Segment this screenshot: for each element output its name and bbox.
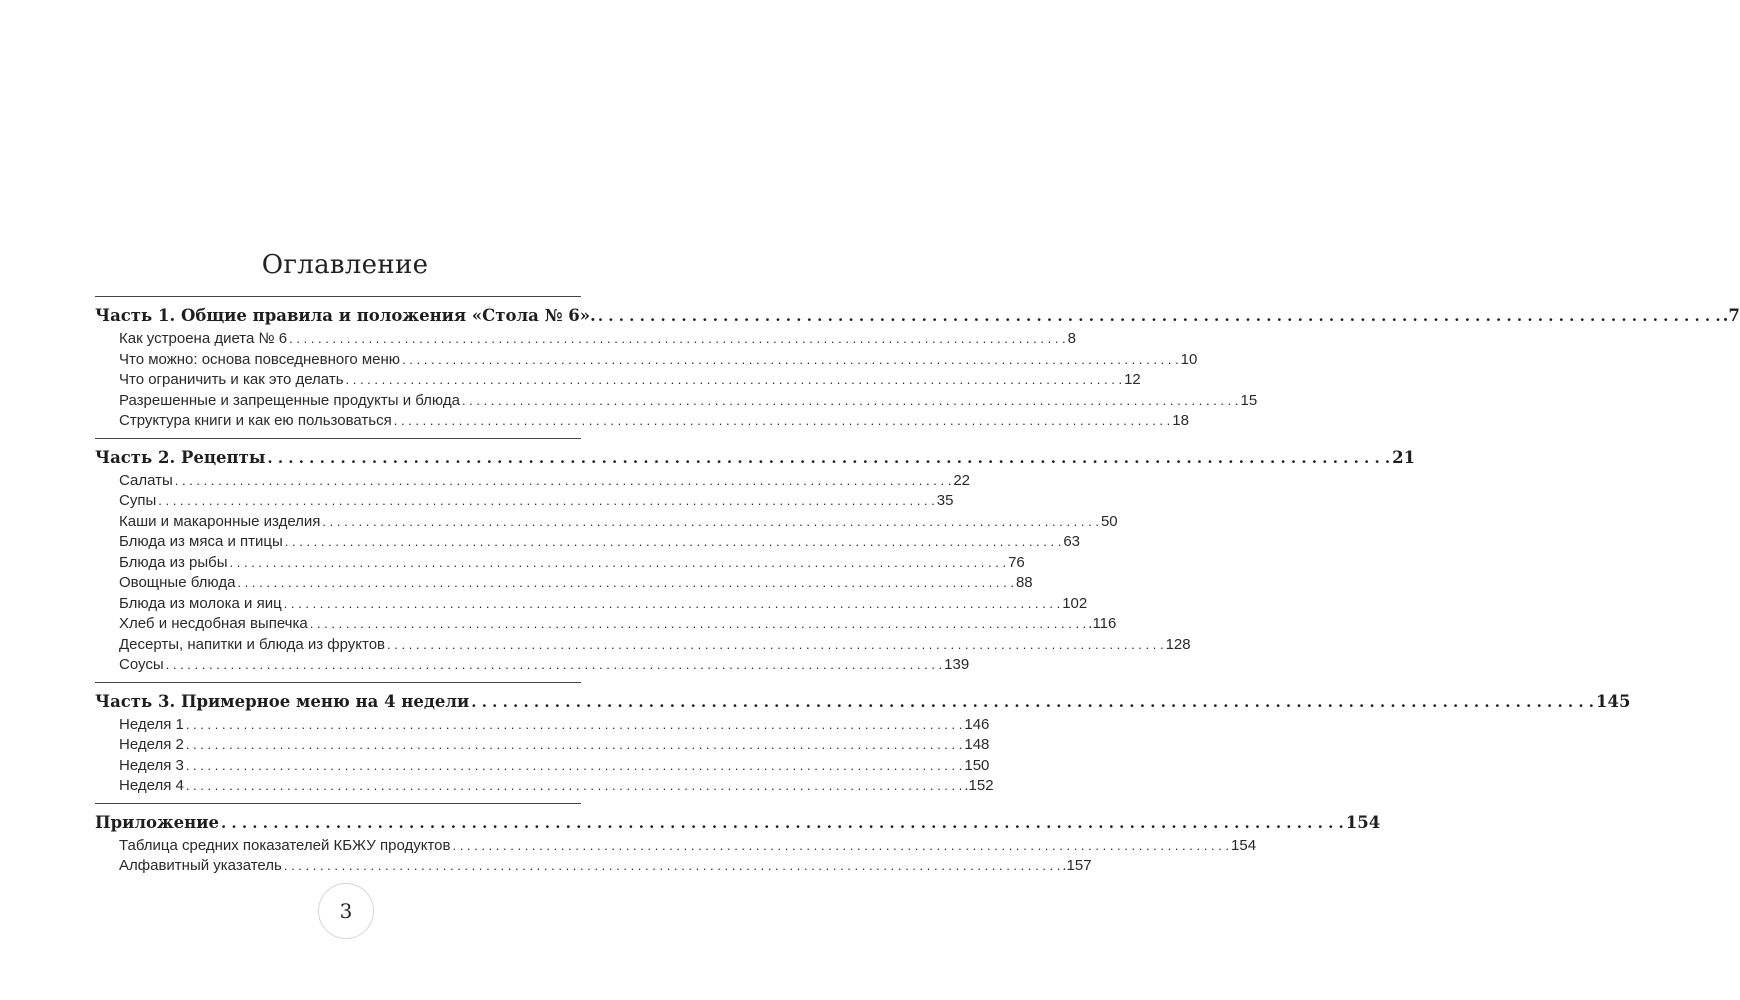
toc-part-heading[interactable] [95, 303, 1740, 329]
toc-item-label: Структура книги и как ею пользоваться [119, 412, 392, 429]
dot-leader [392, 411, 1173, 432]
toc-item-label: Салаты [119, 471, 173, 489]
toc-item-page: 8 [1067, 330, 1077, 347]
toc-part-label: Часть 1. Общие правила и положения «Стола № 6». [95, 306, 596, 325]
toc-item-label: Разрешенные и запрещенные продукты и блюда [119, 391, 460, 409]
toc-item-page: 150 [964, 756, 990, 774]
toc-part-heading[interactable] [95, 810, 1381, 836]
toc-item[interactable] [119, 532, 1081, 553]
toc-part-label: Часть 2. Рецепты [95, 447, 266, 467]
toc-item-label: Неделя 4 [119, 777, 184, 794]
toc-item-label: Неделя 3 [119, 756, 184, 774]
table-of-contents [95, 296, 1740, 883]
dot-leader [460, 391, 1241, 412]
dot-leader [282, 856, 1063, 877]
toc-item-label: Что можно: основа повседневного меню [119, 350, 401, 368]
toc-item[interactable] [119, 491, 954, 512]
toc-part-page: 21 [1392, 447, 1416, 467]
toc-item-page: 139 [944, 656, 970, 673]
toc-item-label: Соусы [119, 656, 164, 673]
toc-item-page: 63 [1063, 533, 1081, 550]
dot-leader [400, 350, 1181, 371]
toc-item[interactable] [119, 836, 1257, 857]
toc-part-page: 154 [1345, 812, 1381, 832]
dot-leader [308, 614, 1089, 635]
dot-leader [320, 512, 1101, 533]
toc-item[interactable] [119, 756, 990, 777]
toc-item-page: 22 [953, 471, 970, 489]
toc-part-page: .7 [1722, 306, 1740, 325]
toc-item[interactable] [119, 391, 1258, 412]
dot-leader [450, 836, 1231, 857]
toc-item[interactable] [119, 776, 994, 797]
toc-part-heading[interactable] [95, 689, 1631, 715]
dot-leader [344, 370, 1125, 391]
toc-item-label: Блюда из мяса и птицы [119, 533, 283, 550]
toc-item-label: Таблица средних показателей КБЖУ продуктов [119, 836, 451, 854]
toc-item-label: Каши и макаронные изделия [119, 512, 321, 530]
dot-leader [184, 735, 965, 756]
toc-item[interactable] [119, 594, 1088, 615]
toc-item-page: 76 [1008, 553, 1025, 571]
toc-item[interactable] [119, 512, 1118, 533]
toc-item-page: 148 [964, 736, 990, 753]
toc-item[interactable] [119, 411, 1189, 432]
dot-leader [184, 776, 965, 797]
toc-item[interactable] [119, 614, 1117, 635]
dot-leader [469, 689, 1596, 715]
toc-item[interactable] [119, 329, 1077, 350]
toc-item-page: .116 [1088, 615, 1117, 632]
dot-leader [173, 471, 954, 492]
toc-item-page: .152 [964, 777, 994, 794]
toc-part-label: Приложение [95, 812, 219, 832]
dot-leader [385, 635, 1166, 656]
toc-item-label: Десерты, напитки и блюда из фруктов [119, 635, 386, 653]
dot-leader [265, 445, 1392, 471]
toc-item-page: 10 [1180, 350, 1198, 368]
toc-part-2 [95, 438, 1416, 676]
toc-item-page: .157 [1062, 857, 1092, 874]
dot-leader [164, 655, 945, 676]
dot-leader [156, 491, 937, 512]
toc-item-label: Что ограничить и как это делать [119, 371, 344, 388]
dot-leader [235, 573, 1016, 594]
toc-item-page: 146 [964, 715, 990, 733]
toc-item-page: 18 [1172, 412, 1189, 429]
toc-item-page: 88 [1015, 574, 1033, 591]
toc-item-page: 35 [936, 492, 954, 509]
toc-item-label: Супы [119, 492, 157, 509]
toc-item-label: Блюда из рыбы [119, 553, 228, 571]
toc-item[interactable] [119, 370, 1141, 391]
dot-leader [287, 329, 1068, 350]
toc-item-label: Овощные блюда [119, 574, 236, 591]
dot-leader [282, 594, 1063, 615]
toc-item-label: Неделя 2 [119, 736, 184, 753]
toc-part-label: Часть 3. Примерное меню на 4 недели [95, 691, 470, 711]
toc-part-3 [95, 682, 1631, 797]
toc-item-label: Алфавитный указатель [119, 857, 282, 874]
toc-item[interactable] [119, 735, 990, 756]
toc-part-page: 145 [1596, 691, 1631, 711]
page-number: 3 [339, 899, 353, 923]
toc-item-label: Как устроена диета № 6 [119, 330, 288, 347]
dot-leader [283, 532, 1064, 553]
toc-part-appendix [95, 803, 1381, 877]
toc-item-label: Блюда из молока и яиц [119, 594, 282, 612]
toc-item[interactable] [119, 553, 1025, 574]
toc-item-label: Хлеб и несдобная выпечка [119, 615, 308, 632]
toc-item-page: 128 [1165, 635, 1191, 653]
toc-item-page: 154 [1231, 836, 1257, 854]
dot-leader [219, 810, 1346, 836]
toc-item[interactable] [119, 856, 1092, 877]
toc-item-page: 12 [1124, 371, 1141, 388]
toc-item[interactable] [119, 635, 1191, 656]
page-number-badge [318, 883, 374, 939]
toc-part-1 [95, 296, 1740, 432]
page-title: Оглавление [261, 250, 429, 281]
dot-leader [596, 303, 1723, 329]
toc-item[interactable] [119, 715, 990, 736]
toc-item-page: 102 [1062, 594, 1088, 612]
toc-part-heading[interactable] [95, 445, 1416, 471]
toc-item[interactable] [119, 655, 970, 676]
toc-item[interactable] [119, 350, 1198, 371]
toc-item[interactable] [119, 471, 970, 492]
toc-item-label: Неделя 1 [119, 715, 184, 733]
dot-leader [184, 756, 965, 777]
dot-leader [228, 553, 1009, 574]
toc-item-page: 15 [1240, 391, 1258, 409]
toc-item-page: 50 [1100, 512, 1118, 530]
toc-item[interactable] [119, 573, 1033, 594]
dot-leader [184, 715, 965, 736]
